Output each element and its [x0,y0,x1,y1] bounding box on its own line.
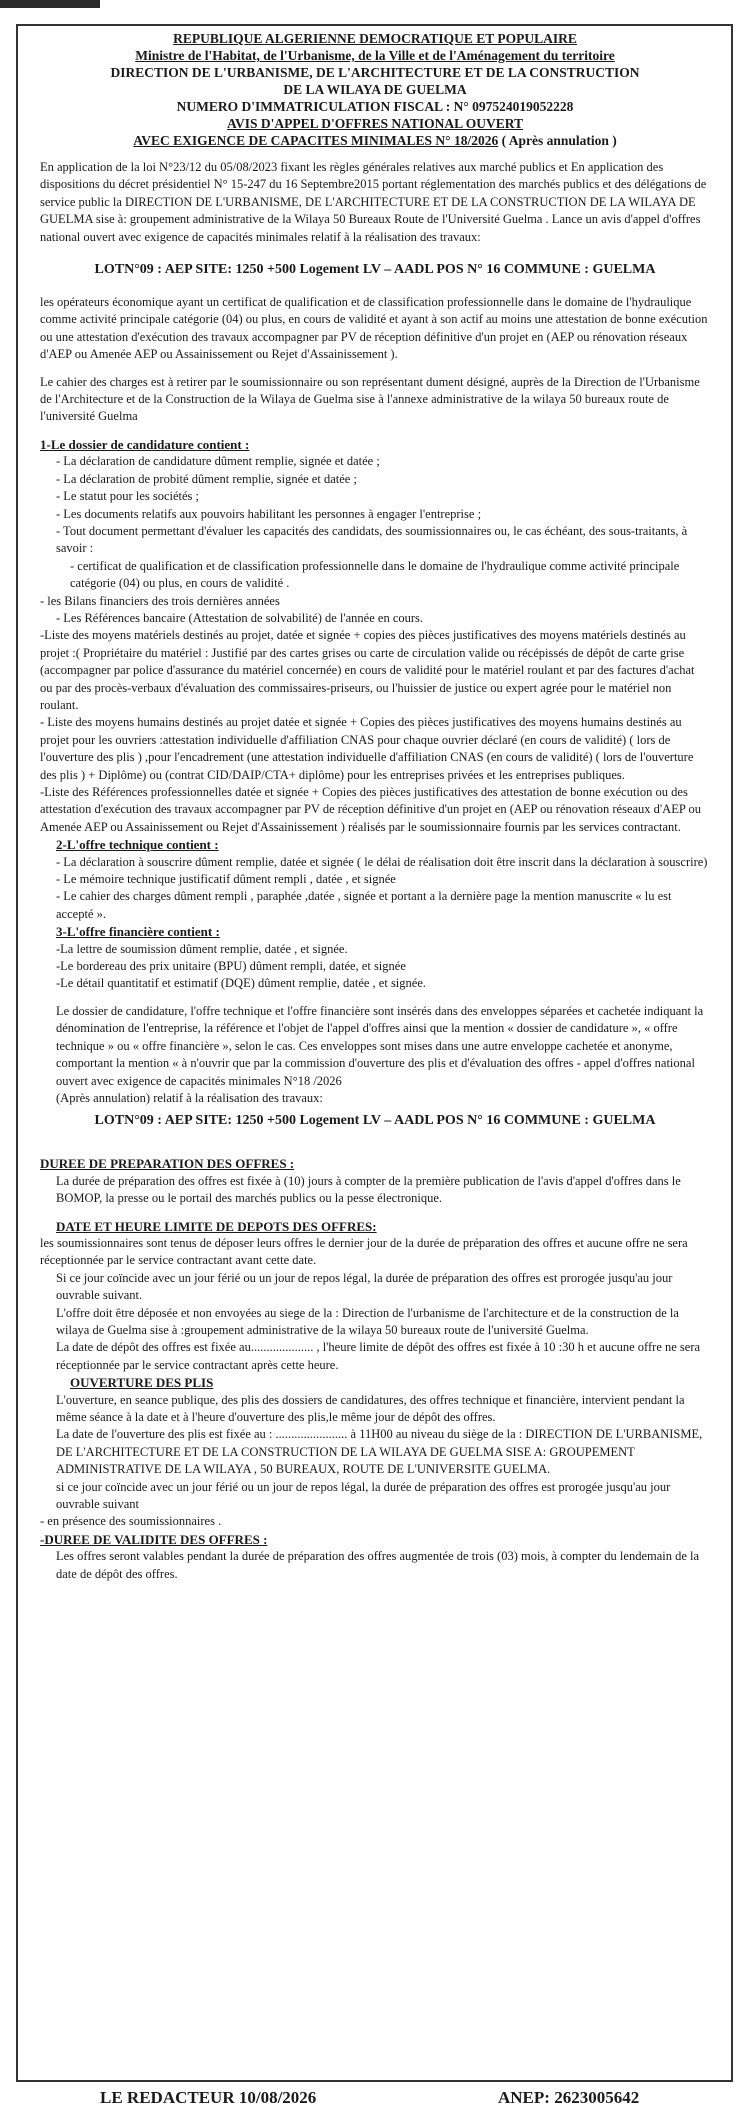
section-technique [40,836,710,923]
list-item: - Le cahier des charges dûment rempli , paraphée ,datée , signée et portant a la dernière page la mention manuscrite « lu est accepté ». [56,889,672,921]
notice-reference-number: AVEC EXIGENCE DE CAPACITES MINIMALES N° 18/2026 [133,133,499,148]
list-item: - La déclaration de probité dûment remplie, signée et datée ; [56,471,357,486]
list-item: - Le mémoire technique justificatif dûment rempli , datée , et signée [56,872,396,887]
ministry-title: Ministre de l'Habitat, de l'Urbanisme, de la Ville et de l'Aménagement du territoire [135,48,615,63]
section-technique-title: 2-L'offre technique contient : [56,837,219,853]
intro-paragraph: En application de la loi N°23/12 du 05/08/2023 fixant les règles générales relatives aux marché publics et En application des dispositions du décret présidentiel N° 15-247 du 16 Septembre2015 portant réglementation des marchés publics et des délégations de service public la DIRECTION DE L'URBANISME, DE L'ARCHITECTURE ET DE LA CONSTRUCTION DE LA WILAYA DE GUELMA sise à: groupement administrative de la Wilaya 50 Bureaux Route de l'Université Guelma . Lance un avis d'appel d'offres national ouvert avec exigence de capacités minimales relatif à la réalisation des travaux: [40,160,707,244]
notice-reference [40,132,710,149]
ouverture-p3: si ce jour coïncide avec un jour férié ou un jour de repos légal, la durée de préparation des offres est prorogée jusqu'au jour ouvrable suivant [56,1479,671,1512]
lot-line: LOTN°09 : AEP SITE: 1250 +500 Logement LV – AADL POS N° 16 COMMUNE : GUELMA [94,262,656,278]
section-financiere-title: 3-L'offre financière contient : [56,924,220,940]
date-limite-p2: Si ce jour coïncide avec un jour férié ou un jour de repos légal, la durée de préparation des offres est prorogée jusqu'au jour ouvrable suivant. [56,1270,673,1303]
republic-title: REPUBLIQUE ALGERIENNE DEMOCRATIQUE ET POPULAIRE [173,31,577,46]
list-item: - Le statut pour les sociétés ; [56,489,200,504]
list-item: -Liste des Références professionnelles datée et signée + Copies des pièces justificatives des attestation de bonne exécution ou des attestation d'exécution des travaux accompagner par PV de réception définitive d'un projet en (AEP ou rénovation réseaux d'AEP ou Amenée AEP ou Assainissement ou Rejet d'Assainissement ) réalisés par le soumissionnaire fournis par les services contractant. [40,785,701,834]
notice-header [40,30,710,149]
list-item: -Le détail quantitatif et estimatif (DQE) dûment remplie, datée , et signée. [56,976,427,991]
top-edge-mark [0,0,100,8]
ouverture-p4: - en présence des soumissionnaires . [40,1514,222,1529]
list-item: - Les documents relatifs aux pouvoirs habilitant les personnes à engager l'entreprise ; [56,506,482,521]
notice-reference-note: ( Après annulation ) [501,133,617,148]
section-ouverture-title: OUVERTURE DES PLIS [70,1375,214,1391]
date-limite-p4: La date de dépôt des offres est fixée au.................... , l'heure limite de dépôt des offres est fixée à 10 :30 h et aucune offre ne sera réceptionnée par le service contractant après cette heure. [56,1340,701,1372]
anep-reference: ANEP: 2623005642 [498,2088,640,2107]
operators-paragraph: les opérateurs économique ayant un certificat de qualification et de classification professionnelle dans le domaine de l'hydraulique comme activité principale catégorie (04) ou plus, en cours de validité et ayant à son actif au moins une attestation de bonne exécution ou une attestation d'exécution des travaux accompagner par PV de réception définitive d'un projet en (AEP ou rénovation réseaux d'AEP ou Amenée AEP ou Assainissement ou Rejet d'Assainissement ). [40,295,708,362]
section-duree [40,1155,710,1207]
tax-number: NUMERO D'IMMATRICULATION FISCAL : N° 097524019052228 [176,99,574,114]
section-candidature [40,436,710,836]
dossier-paragraph-end: (Après annulation) relatif à la réalisation des travaux: [56,1090,323,1105]
date-limite-p1: les soumissionnaires sont tenus de déposer leurs offres le dernier jour de la durée de préparation des offres et aucune offre ne sera réceptionnée par le service contractant avant cette date. [40,1235,688,1268]
dossier-paragraph: Le dossier de candidature, l'offre technique et l'offre financière sont insérés dans des enveloppes séparées et cachetée indiquant la dénomination de l'entreprise, la référence et l'objet de l'appel d'offres ainsi que la mention « dossier de candidature », « offre technique » ou « offre financière », selon le cas. Ces enveloppes sont mises dans une autre enveloppe cachetée et anonyme, comportant la mention « à n'ouvrir que par la commission d'ouverture des plis et d'évaluation des offres - appel d'offres national ouvert avec exigence de capacités minimales N°18 /2026 [56,1003,704,1088]
list-item: - certificat de qualification et de classification professionnelle dans le domaine de l'hydraulique comme activité principale catégorie (04) ou plus, en cours de validité . [70,558,680,591]
lot-line-repeat: LOTN°09 : AEP SITE: 1250 +500 Logement LV – AADL POS N° 16 COMMUNE : GUELMA [94,1113,656,1129]
list-item: - Les Références bancaire (Attestation de solvabilité) de l'année en cours. [56,610,424,625]
list-item: - Liste des moyens humains destinés au projet datée et signée + Copies des pièces justificatives des moyens humains destinés au projet pour les ouvriers :attestation individuelle d'affiliation CNAS pour chaque ouvrier déclaré (en cours de validité) ( lors de l'ouverture des plis ) ,pour l'encadrement (une attestation individuelle d'affiliation CNAS (en cours de validité) ( lors de l'ouverture des plis ) + Diplôme) ou (contrat CID/DAIP/CTA+ diplôme) pour les entreprises privées et les entreprises publiques. [40,715,694,782]
section-validite-title: -DUREE DE VALIDITE DES OFFRES : [40,1531,268,1547]
notice-type: AVIS D'APPEL D'OFFRES NATIONAL OUVERT [226,116,524,131]
direction-title: DIRECTION DE L'URBANISME, DE L'ARCHITECTURE ET DE LA CONSTRUCTION [110,65,640,80]
section-ouverture [40,1374,710,1531]
section-date-limite [40,1218,710,1375]
section-duree-title: DUREE DE PREPARATION DES OFFRES : [40,1156,295,1172]
section-validite [40,1531,710,1583]
list-item: - La déclaration de candidature dûment remplie, signée et datée ; [56,454,380,469]
ouverture-p2: La date de l'ouverture des plis est fixée au : ....................... à 11H00 au niveau du siège de la : DIRECTION DE L'URBANISME, DE L'ARCHITECTURE ET DE LA CONSTRUCTION DE LA WILAYA DE GUELMA SISE A: GROUPEMENT ADMINISTRATIVE DE LA WILAYA , 50 BUREAUX, ROUTE DE L'UNIVERSITE GUELMA. [56,1427,703,1477]
list-item: -La lettre de soumission dûment remplie, datée , et signée. [56,941,348,956]
list-item: -Liste des moyens matériels destinés au projet, datée et signée + copies des pièces justificatives des moyens matériels destinés au projet :( Propriétaire du matériel : Justifié par des cartes grises ou carte de circulation valide ou récépissés de dépôt de carte grise (accompagner par police d'assurance du matériel concernée) en cours de validité pour le matériel roulant et par des factures d'achat ou par des procès-verbaux d'évaluation des commissaires-priseurs, ou l'huissier de justice ou expert agrée pour le matériel non roulant. [40,628,695,712]
list-item: - les Bilans financiers des trois dernières années [40,593,280,608]
list-item: - Tout document permettant d'évaluer les capacités des candidats, des soumissionnaires ou, le cas échéant, des sous-traitants, à savoir : [56,523,688,556]
section-financiere [40,923,710,993]
redacteur-line: LE REDACTEUR 10/08/2026 [100,2088,317,2107]
section-date-limite-title: DATE ET HEURE LIMITE DE DEPOTS DES OFFRES: [56,1218,377,1234]
cahier-paragraph: Le cahier des charges est à retirer par le soumissionnaire ou son représentant dument désigné, auprès de la Direction de l'Urbanisme de l'Architecture et de la Construction de la Wilaya de Guelma sise à l'annexe administrative de la wilaya 50 bureaux route de l'université Guelma [40,374,700,424]
section-candidature-title: 1-Le dossier de candidature contient : [40,436,250,452]
notice-content [40,30,710,1583]
wilaya-title: DE LA WILAYA DE GUELMA [283,82,467,97]
list-item: - La déclaration à souscrire dûment remplie, datée et signée ( le délai de réalisation doit être inscrit dans la déclaration à souscrire) [56,854,708,869]
ouverture-p1: L'ouverture, en seance publique, des plis des dossiers de candidatures, des offres technique et financière, intervient pendant la même séance à la date et à l'heure d'ouverture des plis,le même jour de dépôt des offres. [56,1392,685,1424]
duree-text: La durée de préparation des offres est fixée à (10) jours à compter de la première publication de l'avis d'appel d'offres dans le BOMOP, la presse ou le portail des marchés publics ou la pesse électronique. [56,1173,681,1206]
date-limite-p3: L'offre doit être déposée et non envoyées au siege de la : Direction de l'urbanisme de l'architecture et de la construction de la wilaya de Guelma sise à :groupement administrative de la wilaya 50 bureaux route de l'université Guelma. [56,1305,679,1337]
list-item: -Le bordereau des prix unitaire (BPU) dûment rempli, datée, et signée [56,959,406,974]
validite-text: Les offres seront valables pendant la durée de préparation des offres augmentée de trois (03) mois, à compter du lendemain de la date de dépôt des offres. [56,1549,700,1581]
